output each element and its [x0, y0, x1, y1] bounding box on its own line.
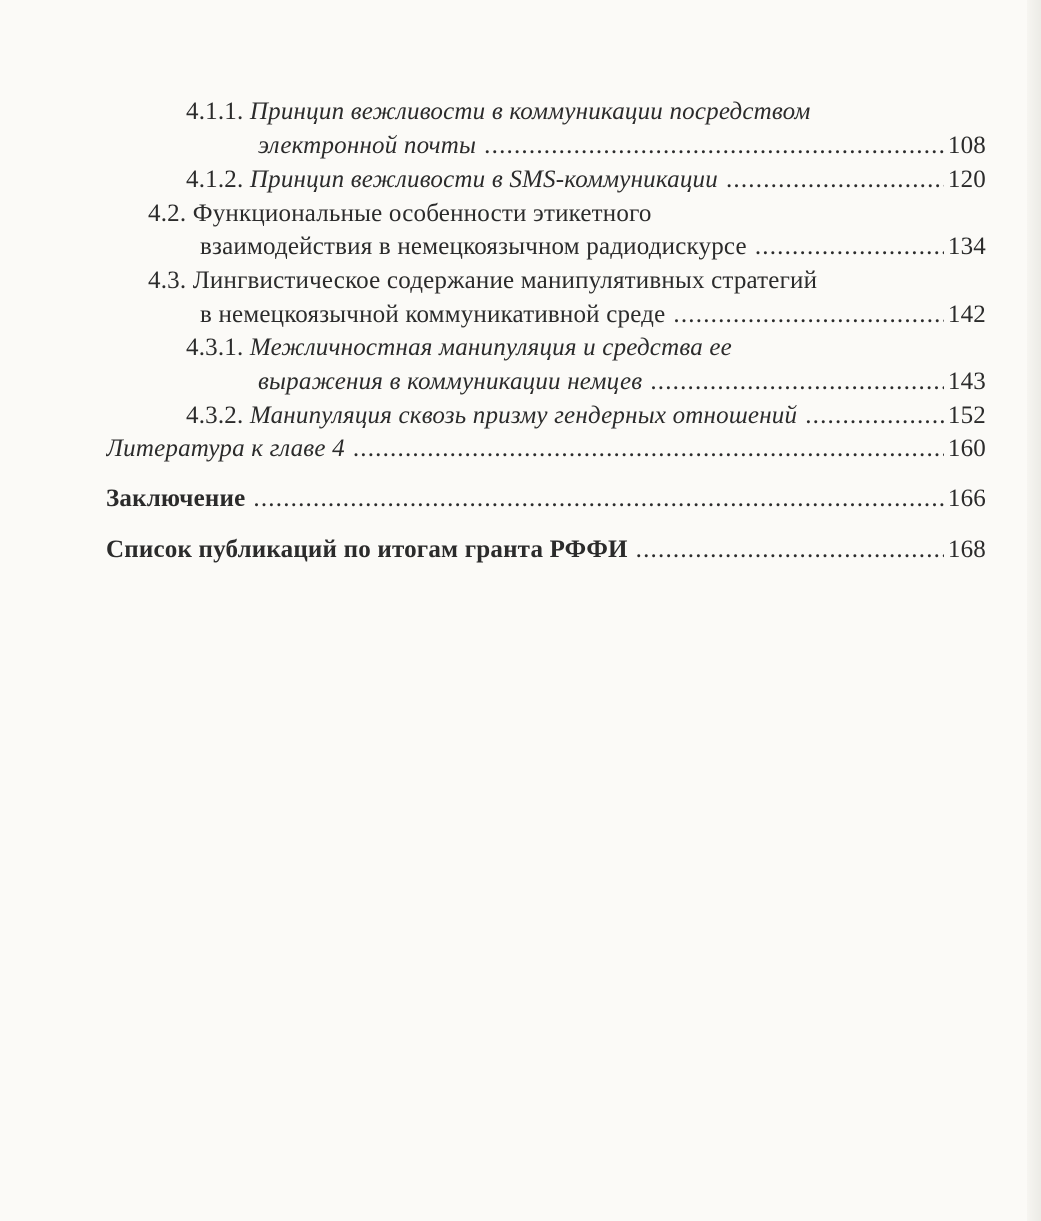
toc-entry-page: 108	[947, 132, 986, 159]
toc-entry-title: Заключение	[106, 485, 246, 512]
toc-entry-title: электронной почты	[258, 132, 477, 159]
table-of-contents	[0, 0, 1041, 600]
toc-entry-number: 4.1.1.	[186, 98, 244, 125]
toc-entry-page: 168	[947, 536, 986, 563]
toc-entry-number: 4.3.2.	[186, 402, 244, 429]
dot-leader	[755, 230, 944, 264]
toc-entry-number: 4.3.	[148, 267, 187, 294]
toc-entry-page: 142	[947, 301, 986, 328]
toc-entry-4-1-1-line2[interactable]	[258, 129, 986, 163]
dot-leader	[353, 432, 944, 466]
toc-entry-page: 143	[947, 368, 986, 395]
dot-leader	[636, 533, 944, 567]
dot-leader	[805, 399, 944, 433]
toc-entry-title: Манипуляция сквозь призму гендерных отношений	[249, 402, 798, 429]
toc-entry-title: Межличностная манипуляция и средства ее	[249, 334, 732, 361]
toc-entry-page: 134	[947, 233, 986, 260]
toc-entry-number: 4.1.2.	[186, 166, 244, 193]
toc-entry-number: 4.2.	[148, 200, 187, 227]
toc-entry-title: Лингвистическое содержание манипулятивных стратегий	[192, 267, 818, 294]
toc-entry-title: Список публикаций по итогам гранта РФФИ	[106, 536, 628, 563]
dot-leader	[650, 365, 944, 399]
toc-entry-conclusion[interactable]	[106, 482, 986, 516]
dot-leader	[253, 482, 944, 516]
toc-entry-title: Литература к главе 4	[106, 435, 345, 462]
toc-entry-4-3-line2[interactable]	[200, 298, 986, 332]
toc-entry-page: 120	[947, 166, 986, 193]
toc-entry-page: 166	[947, 485, 986, 512]
toc-entry-4-3-2[interactable]	[186, 399, 986, 433]
toc-entry-page: 152	[947, 402, 986, 429]
toc-entry-number: 4.3.1.	[186, 334, 244, 361]
toc-entry-4-3-1-line1[interactable]	[186, 331, 986, 365]
toc-entry-title: Принцип вежливости в SMS-коммуникации	[249, 166, 718, 193]
toc-entry-publications[interactable]	[106, 533, 986, 567]
toc-entry-references-ch4[interactable]	[106, 432, 986, 466]
toc-entry-4-3-line1[interactable]	[148, 264, 986, 298]
dot-leader	[726, 163, 944, 197]
toc-entry-4-1-1-line1[interactable]	[186, 95, 986, 129]
toc-entry-page: 160	[947, 435, 986, 462]
toc-entry-4-2-line2[interactable]	[200, 230, 986, 264]
toc-entry-title: Функциональные особенности этикетного	[192, 200, 652, 227]
dot-leader	[484, 129, 944, 163]
toc-entry-title: взаимодействия в немецкоязычном радиодискурсе	[200, 233, 747, 260]
toc-entry-title: выражения в коммуникации немцев	[258, 368, 643, 395]
toc-entry-title: в немецкоязычной коммуникативной среде	[200, 301, 666, 328]
toc-entry-4-2-line1[interactable]	[148, 197, 986, 231]
toc-entry-title: Принцип вежливости в коммуникации посредством	[249, 98, 811, 125]
dot-leader	[673, 298, 944, 332]
toc-entry-4-1-2[interactable]	[186, 163, 986, 197]
toc-entry-4-3-1-line2[interactable]	[258, 365, 986, 399]
